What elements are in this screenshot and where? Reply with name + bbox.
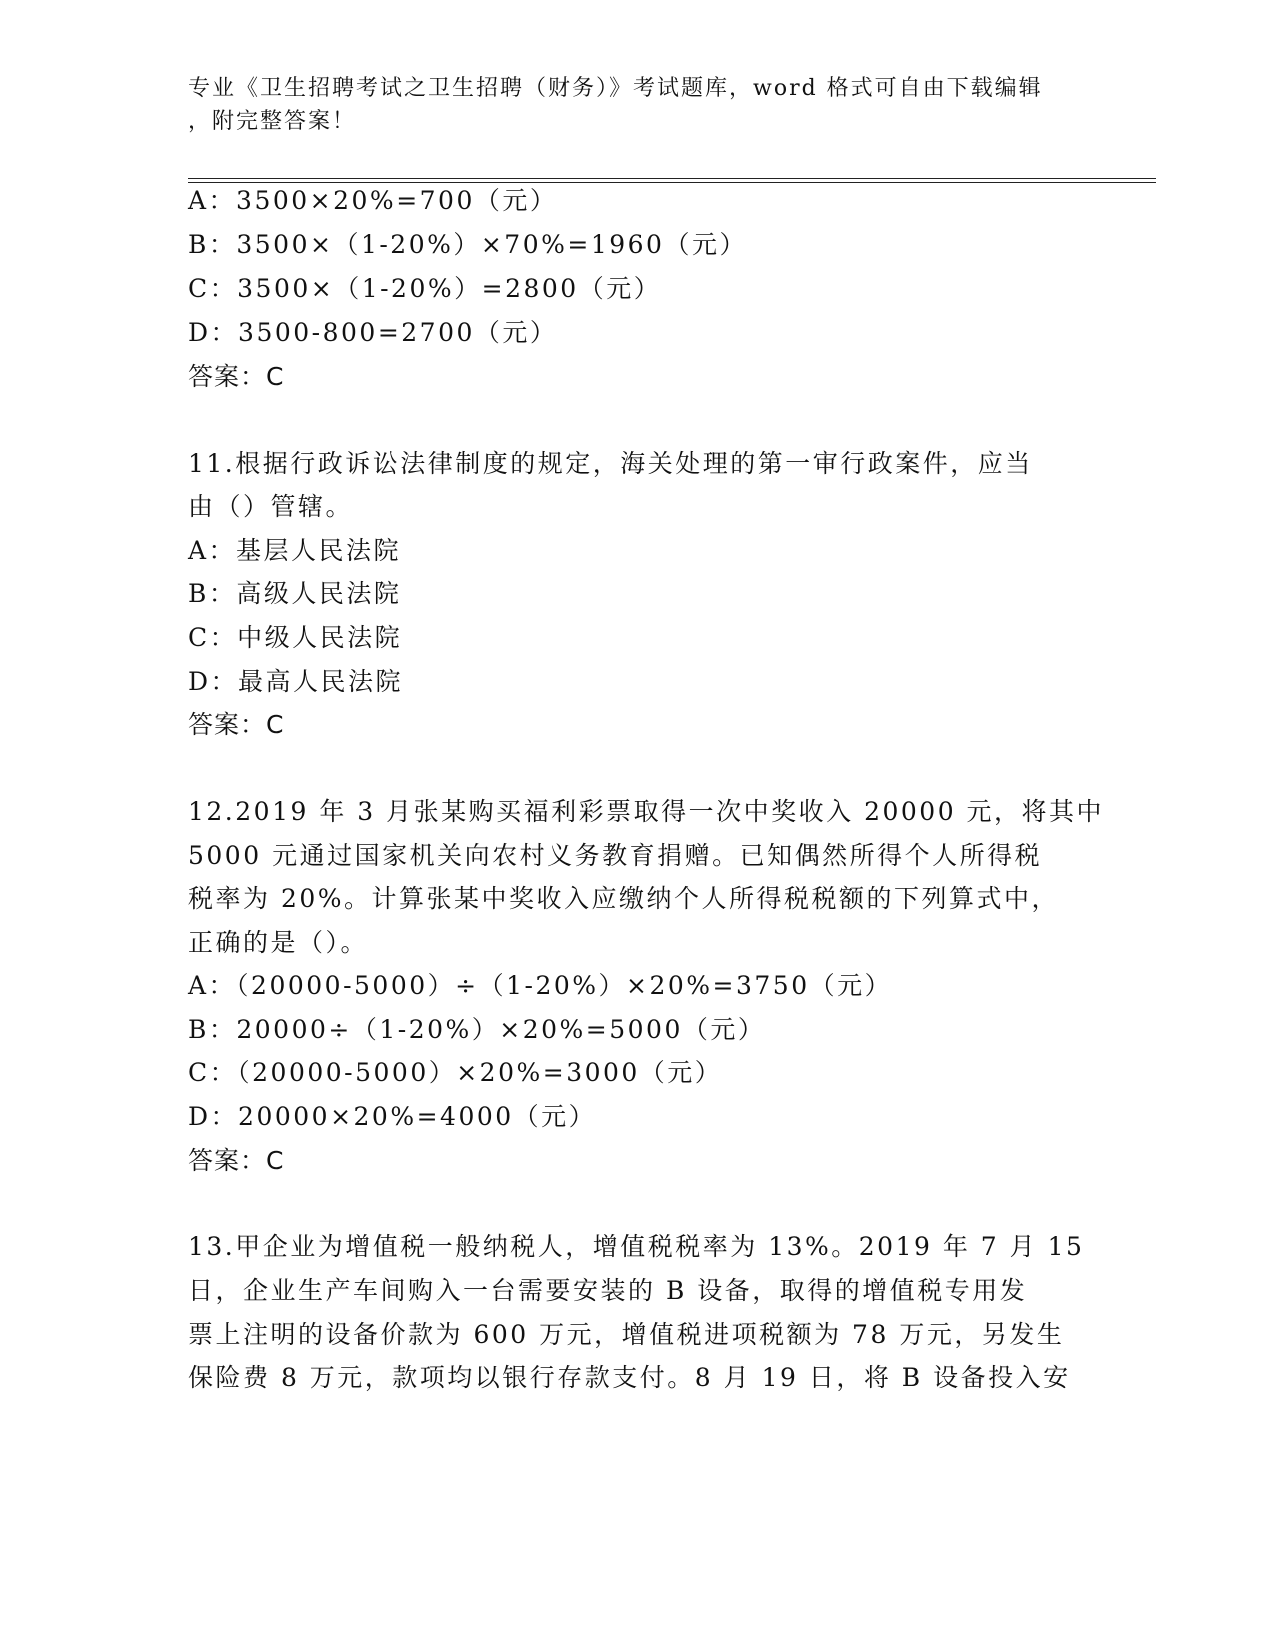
q11-answer: 答案：C [188,710,285,739]
q11-option-c: C：中级人民法院 [188,623,403,652]
q12-stem-line-4: 正确的是（）。 [188,928,369,957]
q13-stem-line-1: 13.甲企业为增值税一般纳税人，增值税税率为 13%。2019 年 7 月 15 [188,1232,1085,1261]
q13-stem-line-2: 日，企业生产车间购入一台需要安装的 B 设备，取得的增值税专用发 [188,1276,1028,1305]
q11-option-a: A：基层人民法院 [188,536,402,565]
header-divider-top [188,178,1156,179]
q12-stem-line-3: 税率为 20%。计算张某中奖收入应缴纳个人所得税税额的下列算式中， [188,884,1060,913]
q10-option-c: C：3500×（1-20%）=2800（元） [188,274,662,303]
q12-answer: 答案：C [188,1146,285,1175]
q13-stem-line-3: 票上注明的设备价款为 600 万元，增值税进项税额为 78 万元，另发生 [188,1320,1065,1349]
q10-option-b: B：3500×（1-20%）×70%=1960（元） [188,230,747,259]
q12-option-b: B：20000÷（1-20%）×20%=5000（元） [188,1015,766,1044]
q10-option-a: A：3500×20%=700（元） [188,186,558,215]
q10-answer: 答案：C [188,362,285,391]
q12-option-c: C：（20000-5000）×20%=3000（元） [188,1058,723,1087]
q11-option-b: B：高级人民法院 [188,579,402,608]
header-line-1: 专业《卫生招聘考试之卫生招聘（财务）》考试题库，word 格式可自由下载编辑 [188,76,1043,101]
document-header [188,72,1088,138]
header-line-2: ，附完整答案！ [188,109,357,134]
q12-option-d: D：20000×20%=4000（元） [188,1102,597,1131]
q12-stem-line-1: 12.2019 年 3 月张某购买福利彩票取得一次中奖收入 20000 元，将其中 [188,797,1105,826]
q12-option-a: A：（20000-5000）÷（1-20%）×20%=3750（元） [188,971,893,1000]
q11-stem-line-2: 由（）管辖。 [188,492,354,521]
q12-stem-line-2: 5000 元通过国家机关向农村义务教育捐赠。已知偶然所得个人所得税 [188,841,1043,870]
q10-option-d: D：3500-800=2700（元） [188,318,558,347]
q11-option-d: D：最高人民法院 [188,667,404,696]
q11-stem-line-1: 11.根据行政诉讼法律制度的规定，海关处理的第一审行政案件，应当 [188,449,1033,478]
header-divider-bottom [188,182,1156,183]
q13-stem-line-4: 保险费 8 万元，款项均以银行存款支付。8 月 19 日，将 B 设备投入安 [188,1363,1071,1392]
